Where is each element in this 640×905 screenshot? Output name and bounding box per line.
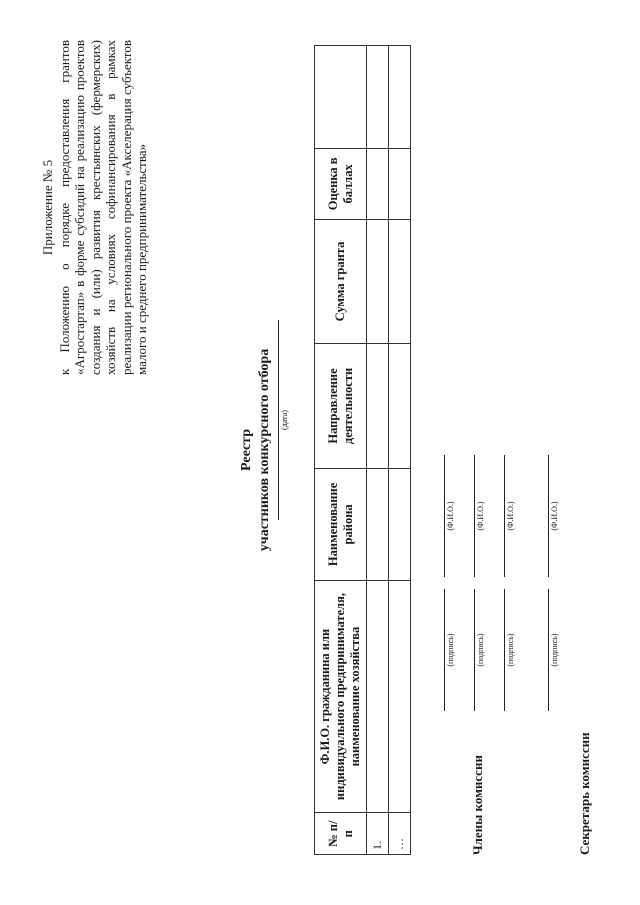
member-2-signature-line: (подпись) [474,589,485,711]
header-empty [315,46,367,149]
table-cell [389,46,411,149]
table-row [389,46,411,855]
header-full-name: Ф.И.О. гражданина или индивидуального предпринимателя, наименование хозяйства [315,580,367,813]
member-1-signature-line: (подпись) [444,589,455,711]
registry-heading [238,295,274,605]
header-score: Оценка в баллах [315,148,367,220]
appendix-block [40,40,150,375]
table-cell [367,46,389,149]
secretary-name-line: (Ф.И.О.) [548,455,559,577]
table-cell [367,220,389,344]
table-cell [367,148,389,220]
registry-table [314,45,411,855]
members-label: Члены комиссии [470,755,485,855]
table-cell [367,343,389,468]
header-activity: Направление деятельности [315,343,367,468]
table-cell [389,148,411,220]
table-cell: 1. [367,813,389,855]
table-cell [389,580,411,813]
date-line: (дата) [278,320,289,520]
table-cell [389,469,411,581]
header-district: Наименование района [315,469,367,581]
registry-subtitle: участников конкурсного отбора [257,348,272,552]
table-cell [389,343,411,468]
table-header-row [315,46,367,855]
member-2-name-line: (Ф.И.О.) [474,455,485,577]
header-number: № п/п [315,813,367,855]
appendix-body: к Положению о порядке предоставления грантов «Агростартап» в форме субсидий на реализацию проектов создания и (или) развития крестьянских (фермерских) хозяйств на условиях софинансирования в рамках реализации регионального проекта «Акселерация субъектов малого и среднего предпринимательства» [56,40,149,375]
table-cell [367,469,389,581]
table-cell: … [389,813,411,855]
table-row [367,46,389,855]
member-1-name-line: (Ф.И.О.) [444,455,455,577]
table-cell [367,580,389,813]
table-cell [389,220,411,344]
registry-title: Реестр [239,429,254,472]
secretary-signature-line: (подпись) [548,589,559,711]
member-3-signature-line: (подпись) [504,589,515,711]
secretary-label: Секретарь комиссии [577,732,592,855]
member-3-name-line: (Ф.И.О.) [504,455,515,577]
header-grant-amount: Сумма гранта [315,220,367,344]
appendix-title: Приложение № 5 [40,159,55,256]
